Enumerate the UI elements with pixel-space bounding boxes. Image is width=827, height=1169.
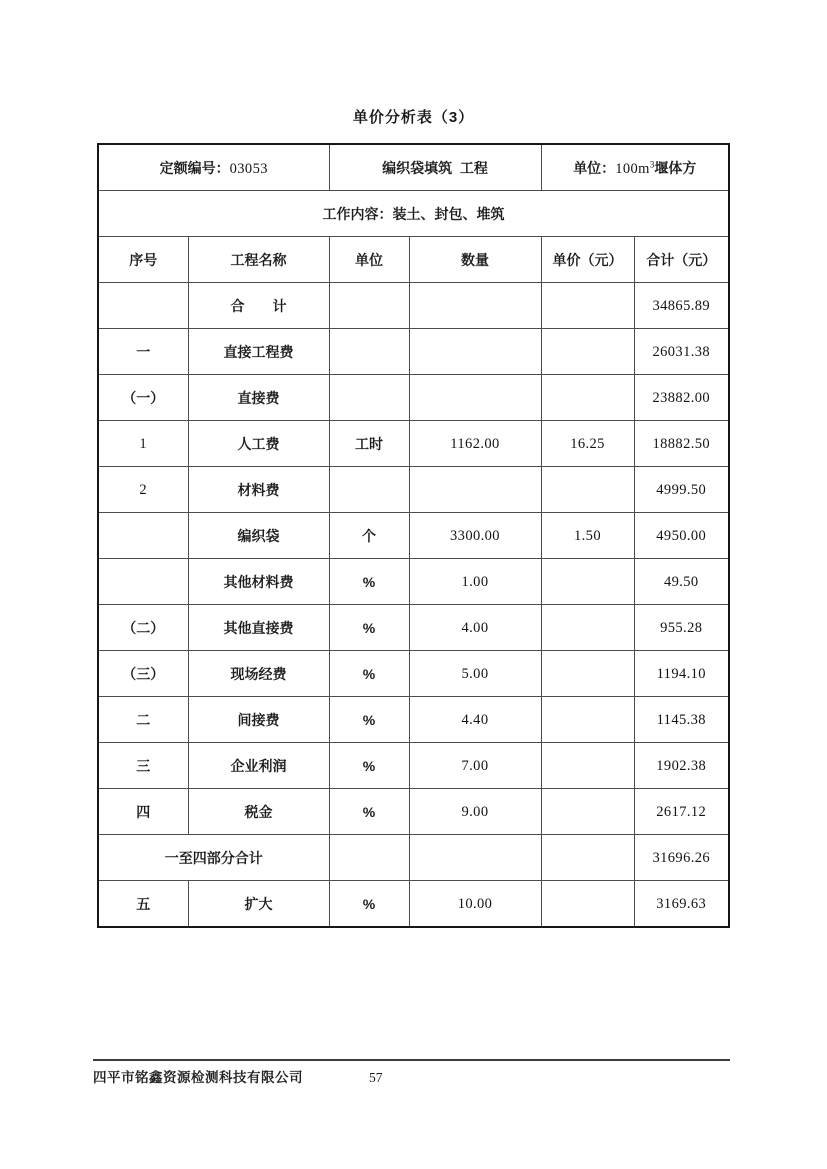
cell-name — [188, 513, 329, 559]
measure-unit-cell — [541, 144, 729, 191]
table-row — [98, 881, 729, 928]
cell-value: 2617.12 — [656, 803, 707, 820]
cell-unit — [329, 513, 409, 559]
cell-value: 4.00 — [461, 619, 489, 636]
cell-name — [98, 835, 329, 881]
cell-name — [188, 283, 329, 329]
cell-qty — [409, 605, 541, 651]
column-header-quantity — [409, 237, 541, 283]
cell-value: 4.40 — [461, 711, 489, 728]
table-row-header-info — [98, 144, 729, 191]
table-row — [98, 421, 729, 467]
cell-price — [541, 835, 634, 881]
table-row — [98, 467, 729, 513]
cell-no — [98, 651, 188, 697]
table-row — [98, 651, 729, 697]
cell-label: 人工费 — [237, 435, 280, 452]
cell-label: 工时 — [355, 435, 383, 452]
cell-label: % — [362, 573, 376, 590]
measure-unit-superscript: 3 — [649, 158, 655, 169]
page-title: 单价分析表（3） — [352, 109, 475, 126]
cell-label: 直接费 — [237, 389, 280, 406]
cell-qty — [409, 329, 541, 375]
cell-unit — [329, 743, 409, 789]
cell-no — [98, 513, 188, 559]
cell-no — [98, 283, 188, 329]
measure-unit-label: 单位： — [573, 159, 616, 176]
cell-value: 3169.63 — [656, 895, 707, 912]
cell-name — [188, 881, 329, 928]
cell-value: 1145.38 — [656, 711, 706, 728]
cell-value: 4950.00 — [656, 527, 707, 544]
cell-qty — [409, 651, 541, 697]
cell-price — [541, 605, 634, 651]
cell-label: % — [362, 803, 376, 820]
column-header-label: 合计（元） — [646, 251, 717, 268]
cell-label: 其他直接费 — [223, 619, 294, 636]
cell-label: 其他材料费 — [223, 573, 294, 590]
footer-page-number: 57 — [369, 1070, 383, 1085]
cell-total — [634, 467, 729, 513]
cell-name — [188, 467, 329, 513]
footer-row — [93, 1061, 730, 1086]
cell-value: 5.00 — [461, 665, 489, 682]
cell-value: 26031.38 — [652, 343, 711, 360]
cell-total — [634, 283, 729, 329]
cell-label: % — [362, 665, 376, 682]
cell-unit — [329, 421, 409, 467]
table-row — [98, 559, 729, 605]
cell-price — [541, 789, 634, 835]
cell-label: % — [362, 895, 376, 912]
column-header-unit — [329, 237, 409, 283]
quota-number-label: 定额编号： — [159, 159, 230, 176]
cell-price — [541, 329, 634, 375]
cell-no — [98, 743, 188, 789]
cell-unit — [329, 651, 409, 697]
table-row-column-headers — [98, 237, 729, 283]
unit-price-analysis-table — [97, 143, 730, 928]
cell-no — [98, 421, 188, 467]
cell-total — [634, 789, 729, 835]
cell-price — [541, 467, 634, 513]
cell-qty — [409, 559, 541, 605]
project-name-cell — [329, 144, 541, 191]
cell-unit — [329, 697, 409, 743]
cell-value: 31696.26 — [652, 849, 711, 866]
cell-price — [541, 283, 634, 329]
cell-price — [541, 375, 634, 421]
cell-label: 编织袋 — [237, 527, 280, 544]
cell-name — [188, 789, 329, 835]
cell-price — [541, 421, 634, 467]
cell-price — [541, 743, 634, 789]
table-row — [98, 513, 729, 559]
cell-label: （三） — [122, 665, 165, 682]
cell-no — [98, 697, 188, 743]
cell-value: 10.00 — [457, 895, 493, 912]
table-row — [98, 697, 729, 743]
cell-name — [188, 559, 329, 605]
column-header-label: 工程名称 — [230, 251, 287, 268]
cell-value: 7.00 — [461, 757, 489, 774]
cell-value: 9.00 — [461, 803, 489, 820]
cell-total — [634, 881, 729, 928]
cell-total — [634, 421, 729, 467]
cell-name — [188, 743, 329, 789]
cell-price — [541, 697, 634, 743]
cell-value: 23882.00 — [652, 389, 711, 406]
table-row-work-content — [98, 191, 729, 237]
cell-unit — [329, 375, 409, 421]
cell-label: 间接费 — [237, 711, 280, 728]
cell-label: 合 计 — [230, 297, 287, 314]
cell-total — [634, 743, 729, 789]
cell-value: 1194.10 — [656, 665, 706, 682]
cell-value: 34865.89 — [652, 297, 711, 314]
cell-value: 49.50 — [663, 573, 699, 590]
table-row — [98, 605, 729, 651]
cell-no — [98, 375, 188, 421]
cell-no — [98, 789, 188, 835]
cell-total — [634, 329, 729, 375]
cell-label: 二 — [136, 711, 151, 728]
cell-label: 现场经费 — [230, 665, 287, 682]
column-header-seq — [98, 237, 188, 283]
column-header-total — [634, 237, 729, 283]
cell-unit — [329, 835, 409, 881]
column-header-label: 单位 — [355, 251, 383, 268]
cell-value: 4999.50 — [656, 481, 707, 498]
cell-total — [634, 559, 729, 605]
cell-qty — [409, 835, 541, 881]
cell-value: 16.25 — [570, 435, 605, 452]
column-header-unit-price — [541, 237, 634, 283]
cell-total — [634, 697, 729, 743]
cell-unit — [329, 329, 409, 375]
cell-unit — [329, 789, 409, 835]
cell-no — [98, 559, 188, 605]
column-header-label: 数量 — [461, 251, 489, 268]
cell-value: 955.28 — [660, 619, 703, 636]
column-header-project — [188, 237, 329, 283]
cell-qty — [409, 881, 541, 928]
cell-qty — [409, 697, 541, 743]
cell-price — [541, 513, 634, 559]
cell-label: 直接工程费 — [223, 343, 294, 360]
cell-label: 个 — [362, 527, 376, 544]
cell-name — [188, 421, 329, 467]
work-content-text: 工作内容：装土、封包、堆筑 — [322, 205, 505, 222]
footer-company-name: 四平市铭鑫资源检测科技有限公司 — [93, 1070, 303, 1085]
quota-number-value: 03053 — [229, 160, 268, 177]
cell-qty — [409, 467, 541, 513]
table-row — [98, 375, 729, 421]
cell-qty — [409, 789, 541, 835]
cell-qty — [409, 375, 541, 421]
table-row — [98, 789, 729, 835]
cell-unit — [329, 881, 409, 928]
cell-label: 一 — [136, 343, 151, 360]
cell-unit — [329, 559, 409, 605]
column-header-label: 单价（元） — [552, 251, 623, 268]
cell-value: 2 — [139, 481, 148, 498]
cell-total — [634, 375, 729, 421]
cell-label: 一至四部分合计 — [164, 849, 263, 866]
cell-no — [98, 605, 188, 651]
cell-label: 企业利润 — [230, 757, 287, 774]
cell-value: 1.50 — [574, 527, 601, 544]
cell-qty — [409, 283, 541, 329]
cell-value: 18882.50 — [652, 435, 711, 452]
cell-price — [541, 651, 634, 697]
table-row — [98, 329, 729, 375]
cell-price — [541, 559, 634, 605]
table-row — [98, 283, 729, 329]
measure-unit-suffix: 堰体方 — [654, 159, 697, 176]
cell-total — [634, 651, 729, 697]
column-header-label: 序号 — [129, 251, 158, 268]
cell-label: % — [362, 619, 376, 636]
cell-qty — [409, 743, 541, 789]
cell-no — [98, 329, 188, 375]
page-footer — [93, 1059, 730, 1086]
cell-qty — [409, 421, 541, 467]
cell-total — [634, 513, 729, 559]
cell-label: 扩大 — [244, 895, 273, 912]
cell-unit — [329, 283, 409, 329]
cell-total — [634, 835, 729, 881]
quota-number-cell — [98, 144, 329, 191]
cell-value: 1 — [139, 435, 148, 452]
cell-no — [98, 467, 188, 513]
cell-value: 1162.00 — [450, 435, 500, 452]
cell-name — [188, 605, 329, 651]
cell-value: 1.00 — [461, 573, 489, 590]
cell-value: 1902.38 — [656, 757, 707, 774]
cell-price — [541, 881, 634, 928]
cell-label: 三 — [136, 757, 151, 774]
cell-no — [98, 881, 188, 928]
table-row — [98, 835, 729, 881]
cell-name — [188, 651, 329, 697]
cell-label: 四 — [136, 803, 151, 820]
cell-label: （一） — [122, 389, 165, 406]
work-content-cell — [98, 191, 729, 237]
measure-unit-value: 100m — [615, 160, 650, 177]
cell-label: % — [362, 757, 376, 774]
cell-label: 税金 — [244, 803, 273, 820]
cell-name — [188, 375, 329, 421]
cell-unit — [329, 467, 409, 513]
project-name-text: 编织袋填筑 工程 — [382, 159, 488, 176]
cell-name — [188, 329, 329, 375]
cell-value: 3300.00 — [450, 527, 500, 544]
cell-qty — [409, 513, 541, 559]
cell-label: 材料费 — [237, 481, 280, 498]
table-row — [98, 743, 729, 789]
cell-label: % — [362, 711, 376, 728]
cell-unit — [329, 605, 409, 651]
cell-name — [188, 697, 329, 743]
cell-label: （二） — [122, 619, 165, 636]
cell-total — [634, 605, 729, 651]
cell-label: 五 — [136, 895, 151, 912]
